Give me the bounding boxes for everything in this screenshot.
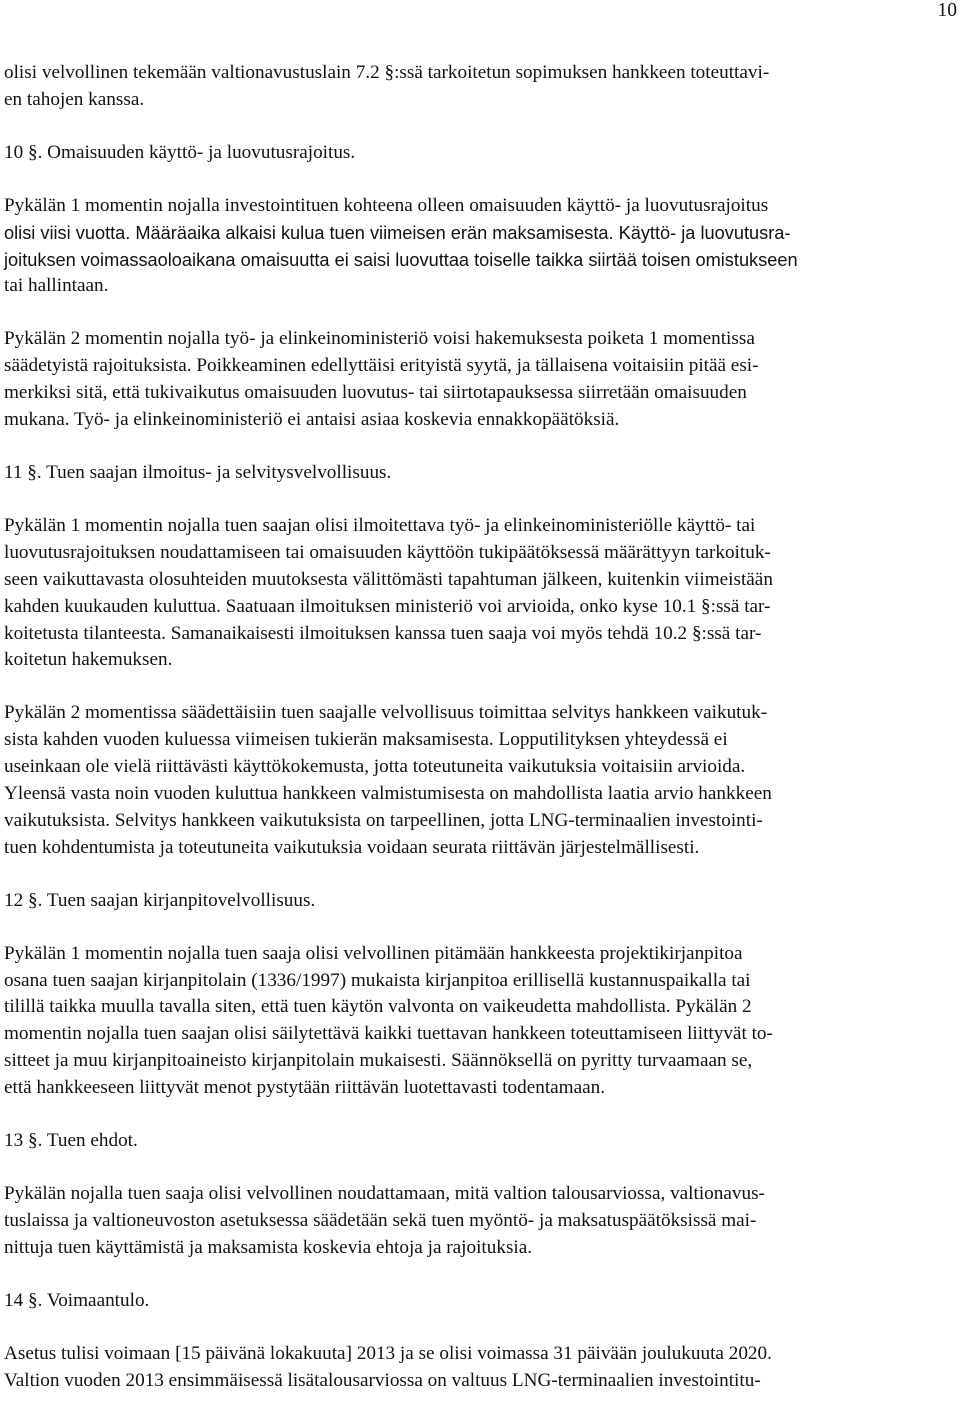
text-line: Asetus tulisi voimaan [15 päivänä lokakuuta] 2013 ja se olisi voimassa 31 päivään joulukuuta 2020. bbox=[4, 1342, 772, 1364]
document-body bbox=[4, 60, 956, 1420]
text-line: koitetun hakemuksen. bbox=[4, 649, 173, 671]
paragraph bbox=[4, 1181, 956, 1262]
text-line: seen vaikuttavasta olosuhteiden muutoksesta välittömästi tapahtuman jälkeen, kuitenkin viimeistään bbox=[4, 568, 773, 590]
text-line: luovutusrajoituksen noudattamiseen tai omaisuuden käyttöön tukipäätöksessä määrättyyn tarkoituk- bbox=[4, 541, 771, 563]
text-line: nittuja tuen käyttämistä ja maksamista koskevia ehtoja ja rajoituksia. bbox=[4, 1236, 533, 1258]
text-line: mukana. Työ- ja elinkeinoministeriö ei antaisi asiaa koskevia ennakkopäätöksiä. bbox=[4, 409, 620, 431]
text-line: olisi viisi vuotta. Määräaika alkaisi kulua tuen viimeisen erän maksamisesta. Käyttö- ja luovutusra- bbox=[4, 222, 791, 243]
text-line: 13 §. Tuen ehdot. bbox=[4, 1130, 138, 1152]
section-heading bbox=[4, 1288, 956, 1315]
section-heading bbox=[4, 460, 956, 487]
text-line: kahden kuukauden kuluttua. Saatuaan ilmoituksen ministeriö voi arvioida, onko kyse 10.1 §:ssä tar- bbox=[4, 595, 771, 617]
text-line: tai hallintaan. bbox=[4, 275, 109, 297]
paragraph bbox=[4, 513, 956, 674]
text-line: Pykälän 1 momentin nojalla tuen saajan olisi ilmoitettava työ- ja elinkeinoministeriölle käyttö- tai bbox=[4, 514, 756, 536]
text-line: että hankkeeseen liittyvät menot pystytään riittävän luotettavasti todentamaan. bbox=[4, 1077, 606, 1099]
text-line: Yleensä vasta noin vuoden kuluttua hankkeen valmistumisesta on mahdollista laatia arvio hankkeen bbox=[4, 783, 772, 805]
text-line: tuslaissa ja valtioneuvoston asetuksessa säädetään sekä tuen myöntö- ja maksatuspäätöksissä mai- bbox=[4, 1209, 757, 1231]
text-line: vaikutuksista. Selvitys hankkeen vaikutuksista on tarpeellinen, jotta LNG-terminaalien investointi- bbox=[4, 809, 763, 831]
text-line: sista kahden vuoden kuluessa viimeisen tukierän maksamisesta. Lopputilityksen yhteydessä ei bbox=[4, 729, 728, 751]
text-line: 12 §. Tuen saajan kirjanpitovelvollisuus. bbox=[4, 889, 316, 911]
page-number: 10 bbox=[937, 0, 957, 21]
text-line: tuen kohdentumista ja toteutuneita vaikutuksia voidaan seurata riittävän järjestelmällisesti. bbox=[4, 836, 700, 858]
text-line: 14 §. Voimaantulo. bbox=[4, 1289, 150, 1311]
section-heading bbox=[4, 1128, 956, 1155]
paragraph bbox=[4, 700, 956, 861]
text-line: en tahojen kanssa. bbox=[4, 88, 145, 110]
text-line: säädetyistä rajoituksista. Poikkeaminen edellyttäisi erityistä syytä, ja tällaisena voitaisiin pitää esi- bbox=[4, 355, 759, 377]
text-line: Pykälän 2 momentissa säädettäisiin tuen saajalle velvollisuus toimittaa selvitys hankkeen vaikutuk- bbox=[4, 702, 768, 724]
text-line: Valtion vuoden 2013 ensimmäisessä lisätalousarviossa on valtuus LNG-terminaalien investointitu- bbox=[4, 1369, 761, 1391]
paragraph bbox=[4, 60, 956, 114]
paragraph bbox=[4, 193, 956, 301]
text-line: Pykälän 1 momentin nojalla investointituen kohteena olleen omaisuuden käyttö- ja luovutusrajoitus bbox=[4, 194, 769, 216]
paragraph bbox=[4, 941, 956, 1102]
text-line: olisi velvollinen tekemään valtionavustuslain 7.2 §:ssä tarkoitetun sopimuksen hankkeen toteuttavi- bbox=[4, 62, 770, 83]
paragraph bbox=[4, 326, 956, 434]
text-line: Pykälän nojalla tuen saaja olisi velvollinen noudattamaan, mitä valtion talousarviossa, valtionavus- bbox=[4, 1183, 765, 1204]
text-line: tilillä taikka muulla tavalla siten, että tuen käytön valvonta on vaikeudetta mahdollista. Pykälän 2 bbox=[4, 996, 752, 1018]
text-line: useinkaan ole vielä riittävästi käyttökokemusta, jotta toteutuneita vaikutuksia voitaisiin arvioida. bbox=[4, 756, 746, 778]
text-line: joituksen voimassaoloaikana omaisuutta ei saisi luovuttaa toiselle taikka siirtää toisen omistukseen bbox=[4, 249, 798, 270]
text-line: merkiksi sitä, että tukivaikutus omaisuuden luovutus- tai siirtotapauksessa siirretään omaisuuden bbox=[4, 382, 747, 404]
text-line: 11 §. Tuen saajan ilmoitus- ja selvitysvelvollisuus. bbox=[4, 461, 392, 483]
paragraph bbox=[4, 1341, 956, 1395]
section-heading bbox=[4, 888, 956, 915]
text-line: sitteet ja muu kirjanpitoaineisto kirjanpitolain mukaisesti. Säännöksellä on pyritty turvaamaan se, bbox=[4, 1050, 753, 1072]
text-line: 10 §. Omaisuuden käyttö- ja luovutusrajoitus. bbox=[4, 141, 356, 163]
text-line: momentin nojalla tuen saajan olisi säilytettävä kaikki tuettavan hankkeen toteuttamiseen liittyvät to- bbox=[4, 1023, 773, 1045]
section-heading bbox=[4, 140, 956, 167]
text-line: Pykälän 2 momentin nojalla työ- ja elinkeinoministeriö voisi hakemuksesta poiketa 1 momentissa bbox=[4, 328, 755, 350]
text-line: koitetusta tilanteesta. Samanaikaisesti ilmoituksen kanssa tuen saaja voi myös tehdä 10.2 §:ssä tar- bbox=[4, 622, 762, 644]
text-line: osana tuen saajan kirjanpitolain (1336/1997) mukaista kirjanpitoa erillisellä kustannuspaikalla tai bbox=[4, 969, 751, 991]
text-line: Pykälän 1 momentin nojalla tuen saaja olisi velvollinen pitämään hankkeesta projektikirjanpitoa bbox=[4, 942, 743, 964]
